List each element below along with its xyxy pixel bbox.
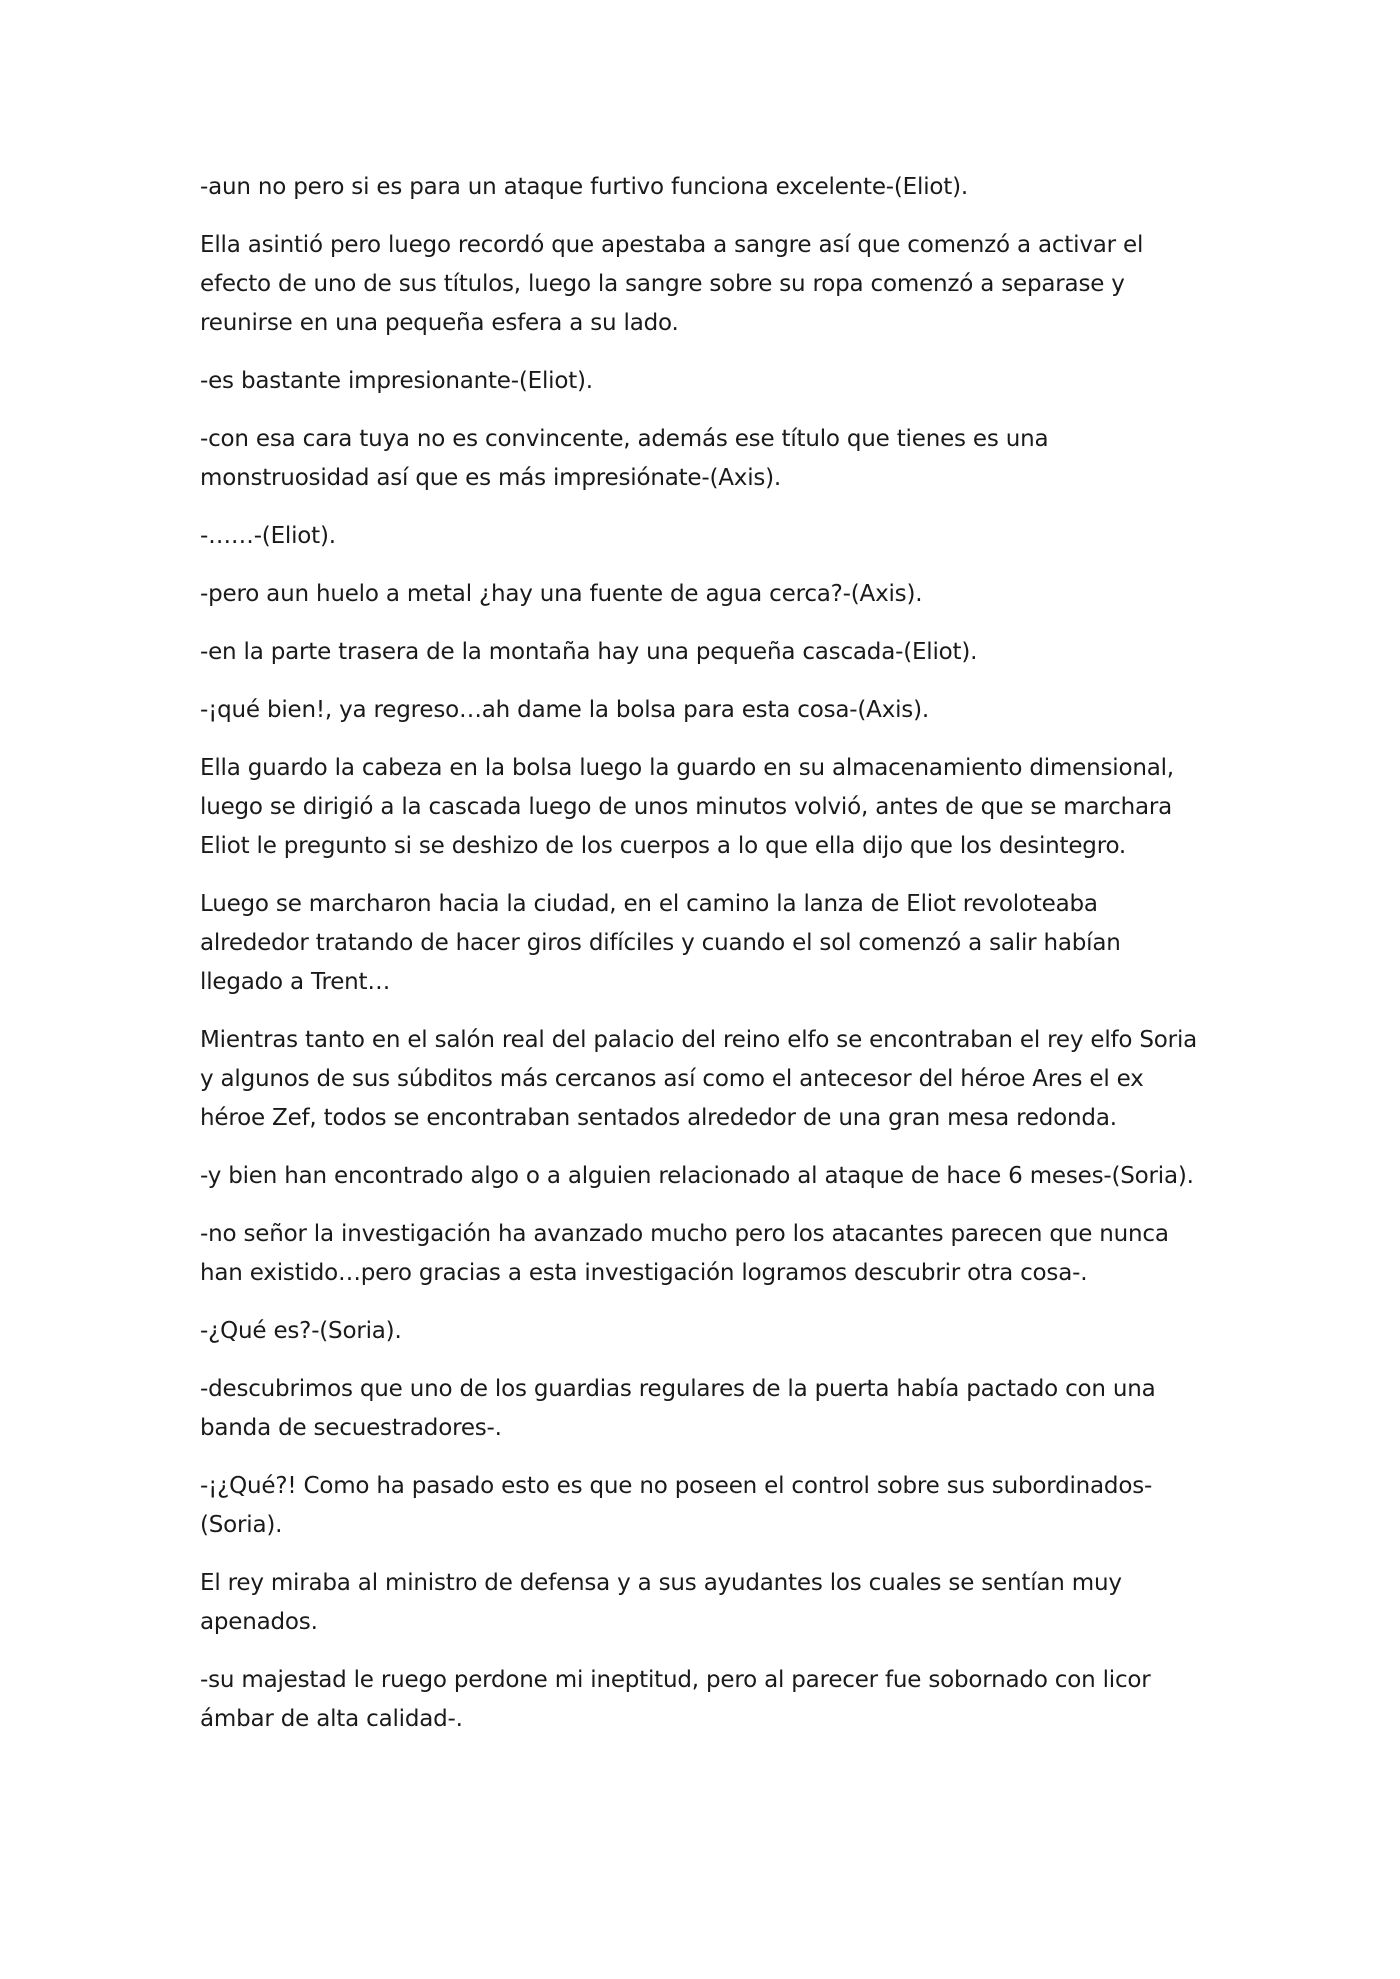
paragraph: -es bastante impresionante-(Eliot). — [200, 368, 593, 394]
paragraph: Ella asintió pero luego recordó que apestaba a sangre así que comenzó a activar el efecto de uno de sus títulos, luego la sangre sobre su ropa comenzó a separase y reunirse en una pequeña esfera a su lado. — [200, 232, 1151, 336]
paragraph: -……-(Eliot). — [200, 523, 336, 549]
paragraph: -y bien han encontrado algo o a alguien relacionado al ataque de hace 6 meses-(Soria). — [200, 1163, 1194, 1189]
paragraph: -aun no pero si es para un ataque furtivo funciona excelente-(Eliot). — [200, 174, 968, 200]
paragraph: -no señor la investigación ha avanzado mucho pero los atacantes parecen que nunca han existido…pero gracias a esta investigación logramos descubrir otra cosa-. — [200, 1221, 1176, 1286]
paragraph: -en la parte trasera de la montaña hay una pequeña cascada-(Eliot). — [200, 639, 978, 665]
paragraph: Luego se marcharon hacia la ciudad, en el camino la lanza de Eliot revoloteaba alrededor tratando de hacer giros difíciles y cuando el sol comenzó a salir habían llegado a Trent… — [200, 891, 1128, 995]
paragraph: -¿Qué es?-(Soria). — [200, 1318, 402, 1344]
paragraph: -¡qué bien!, ya regreso…ah dame la bolsa para esta cosa-(Axis). — [200, 697, 929, 723]
paragraph: -descubrimos que uno de los guardias regulares de la puerta había pactado con una banda de secuestradores-. — [200, 1376, 1163, 1441]
paragraph: -¡¿Qué?! Como ha pasado esto es que no poseen el control sobre sus subordinados-(Soria). — [200, 1473, 1153, 1538]
paragraph: Ella guardo la cabeza en la bolsa luego la guardo en su almacenamiento dimensional, luego se dirigió a la cascada luego de unos minutos volvió, antes de que se marchara Eliot le pregunto si se deshizo de los cuerpos a lo que ella dijo que los desintegro. — [200, 755, 1182, 859]
paragraph: -su majestad le ruego perdone mi ineptitud, pero al parecer fue sobornado con licor ámbar de alta calidad-. — [200, 1667, 1158, 1732]
paragraph: El rey miraba al ministro de defensa y a sus ayudantes los cuales se sentían muy apenados. — [200, 1570, 1129, 1635]
paragraph: Mientras tanto en el salón real del palacio del reino elfo se encontraban el rey elfo Soria y algunos de sus súbditos más cercanos así como el antecesor del héroe Ares el ex héroe Zef, todos se encontraban sentados alrededor de una gran mesa redonda. — [200, 1027, 1205, 1131]
paragraph: -pero aun huelo a metal ¿hay una fuente de agua cerca?-(Axis). — [200, 581, 923, 607]
paragraph: -con esa cara tuya no es convincente, además ese título que tienes es una monstruosidad así que es más impresiónate-(Axis). — [200, 426, 1056, 491]
document-body — [200, 168, 1210, 1758]
